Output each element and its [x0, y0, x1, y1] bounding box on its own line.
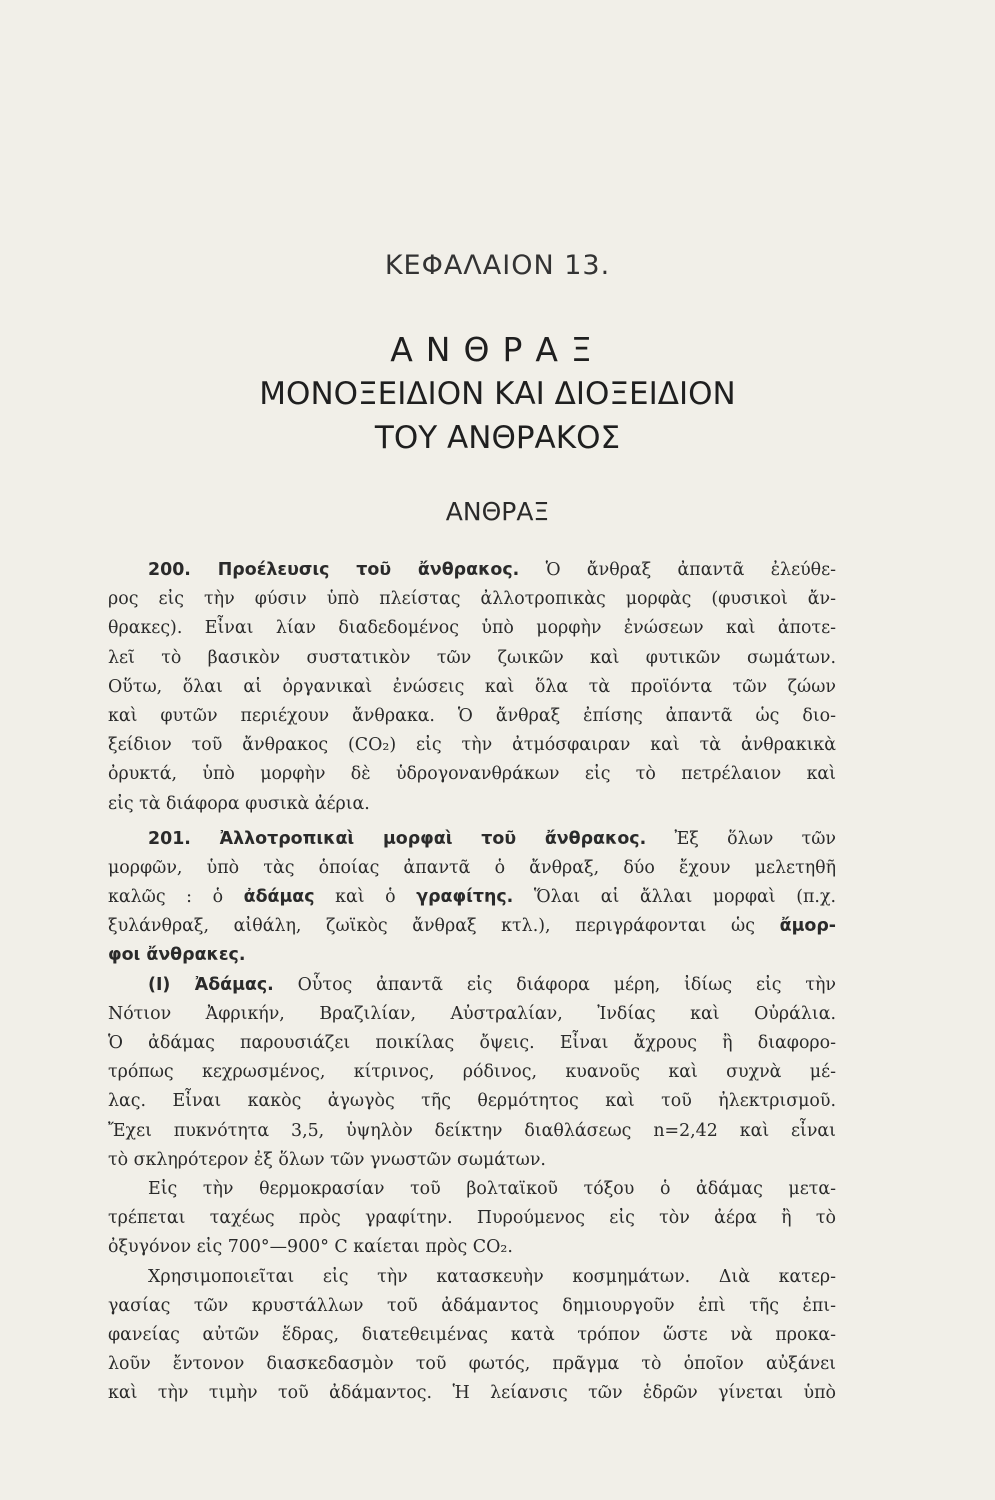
title-line-2: ΜΟΝΟΞΕΙΔΙΟΝ ΚΑΙ ΔΙΟΞΕΙΔΙΟΝ — [259, 376, 736, 412]
paragraph-200 — [108, 556, 836, 819]
text-line — [108, 556, 836, 585]
section-heading: ΑΝΘΡΑΞ — [445, 497, 550, 526]
text-line: θρακες). Εἶναι λίαν διαδεδομένος ὑπὸ μορφὴν ἐνώσεων καὶ ἀποτε- — [108, 618, 836, 639]
term-amorphous-cont: φοι ἄνθρακες. — [108, 945, 246, 966]
text-line: ρος εἰς τὴν φύσιν ὑπὸ πλείστας ἀλλοτροπικὰς μορφὰς (φυσικοὶ ἄν- — [108, 589, 836, 610]
text-line: Ὁ ἀδάμας παρουσιάζει ποικίλας ὄψεις. Εἶναι ἄχρους ἢ διαφορο- — [108, 1033, 836, 1053]
text-line: Οὕτω, ὅλαι αἱ ὀργανικαὶ ἐνώσεις καὶ ὅλα τὰ προϊόντα τῶν ζώων — [108, 676, 836, 697]
text-line: Εἰς τὴν θερμοκρασίαν τοῦ βολταϊκοῦ τόξου ὁ ἀδάμας μετα- — [148, 1178, 836, 1199]
term-amorphous: ἄμορ- — [779, 916, 836, 937]
text-span: καὶ ὁ — [335, 887, 396, 908]
paragraph-arc — [108, 1175, 836, 1263]
text-span: καλῶς : ὁ — [108, 887, 224, 908]
text-line — [108, 883, 836, 912]
text-line — [108, 912, 836, 941]
text-line: Χρησιμοποιεῖται εἰς τὴν κατασκευὴν κοσμημάτων. Διὰ κατερ- — [148, 1266, 836, 1287]
text-line: καὶ τὴν τιμὴν τοῦ ἀδάμαντος. Ἡ λείανσις τῶν ἑδρῶν γίνεται ὑπὸ — [108, 1383, 836, 1404]
term-graphite: γραφίτης. — [416, 887, 514, 908]
text-span: Οὗτος ἀπαντᾶ εἰς διάφορα μέρη, ἰδίως εἰς τὴν — [297, 974, 837, 995]
text-line: μορφῶν, ὑπὸ τὰς ὁποίας ἀπαντᾶ ὁ ἄνθραξ, δύο ἔχουν μελετηθῆ — [108, 857, 836, 878]
paragraph-heading: 201. Ἀλλοτροπικαὶ μορφαὶ τοῦ ἄνθρακος. — [148, 828, 647, 849]
text-line: ὀρυκτά, ὑπὸ μορφὴν δὲ ὑδρογονανθράκων εἰς τὸ πετρέλαιον καὶ — [108, 764, 836, 785]
paragraph-jewellery — [108, 1263, 836, 1409]
text-span: Ἐξ ὅλων τῶν — [674, 828, 836, 849]
term-diamond: ἀδάμας — [243, 887, 315, 908]
title-line-3: ΤΟΥ ΑΝΘΡΑΚΟΣ — [374, 420, 621, 456]
text-line: Ἔχει πυκνότητα 3,5, ὑψηλὸν δείκτην διαθλάσεως n=2,42 καὶ εἶναι — [108, 1120, 836, 1141]
title-line-1: ΑΝΘΡΑΞ — [390, 330, 605, 369]
text-line: ξείδιον τοῦ ἄνθρακος (CO₂) εἰς τὴν ἀτμόσφαιραν καὶ τὰ ἀνθρακικὰ — [108, 735, 836, 756]
text-line: φανείας αὐτῶν ἕδρας, διατεθειμένας κατὰ τρόπον ὥστε νὰ προκα- — [108, 1324, 836, 1345]
text-line: καὶ φυτῶν περιέχουν ἄνθρακα. Ὁ ἄνθραξ ἐπίσης ἀπαντᾶ ὡς διο- — [108, 705, 836, 726]
subsection-heading: (I) Ἀδάμας. — [148, 974, 274, 995]
text-line: λας. Εἶναι κακὸς ἀγωγὸς τῆς θερμότητος καὶ τοῦ ἠλεκτρισμοῦ. — [108, 1091, 836, 1112]
body-text — [108, 556, 836, 1408]
chapter-title — [0, 328, 995, 460]
text-span: Ὁ ἄνθραξ ἀπαντᾶ ἐλεύθε- — [545, 560, 837, 580]
text-line — [108, 971, 836, 1000]
text-line: Νότιον Ἀφρικήν, Βραζιλίαν, Αὐστραλίαν, Ἰνδίας καὶ Οὐράλια. — [108, 1003, 836, 1024]
text-line — [108, 941, 836, 970]
paragraph-201 — [108, 825, 836, 971]
text-line: τρέπεται ταχέως πρὸς γραφίτην. Πυρούμενος εἰς τὸν ἀέρα ἢ τὸ — [108, 1208, 836, 1229]
paragraph-heading: 200. Προέλευσις τοῦ ἄνθρακος. — [148, 560, 520, 580]
text-line: εἰς τὰ διάφορα φυσικὰ ἀέρια. — [108, 793, 370, 814]
text-span: Ὅλαι αἱ ἄλλαι μορφαὶ (π.χ. — [533, 887, 837, 908]
paragraph-diamond — [108, 971, 836, 1175]
text-span: ξυλάνθραξ, αἰθάλη, ζωϊκὸς ἄνθραξ κτλ.), περιγράφονται ὡς — [108, 916, 755, 937]
text-line: γασίας τῶν κρυστάλλων τοῦ ἀδάμαντος δημιουργοῦν ἐπὶ τῆς ἐπι- — [108, 1295, 836, 1316]
text-line: τρόπως κεχρωσμένος, κίτρινος, ρόδινος, κυανοῦς καὶ συχνὰ μέ- — [108, 1062, 836, 1083]
text-line — [108, 825, 836, 854]
text-line: λεῖ τὸ βασικὸν συστατικὸν τῶν ζωικῶν καὶ φυτικῶν σωμάτων. — [108, 647, 836, 668]
chapter-label: ΚΕΦΑΛΑΙΟΝ 13. — [384, 250, 611, 281]
text-line: λοῦν ἔντονον διασκεδασμὸν τοῦ φωτός, πρᾶγμα τὸ ὁποῖον αὐξάνει — [108, 1354, 836, 1375]
text-line: τὸ σκληρότερον ἐξ ὅλων τῶν γνωστῶν σωμάτων. — [108, 1149, 546, 1170]
text-line: ὀξυγόνον εἰς 700°—900° C καίεται πρὸς CO₂. — [108, 1237, 513, 1258]
